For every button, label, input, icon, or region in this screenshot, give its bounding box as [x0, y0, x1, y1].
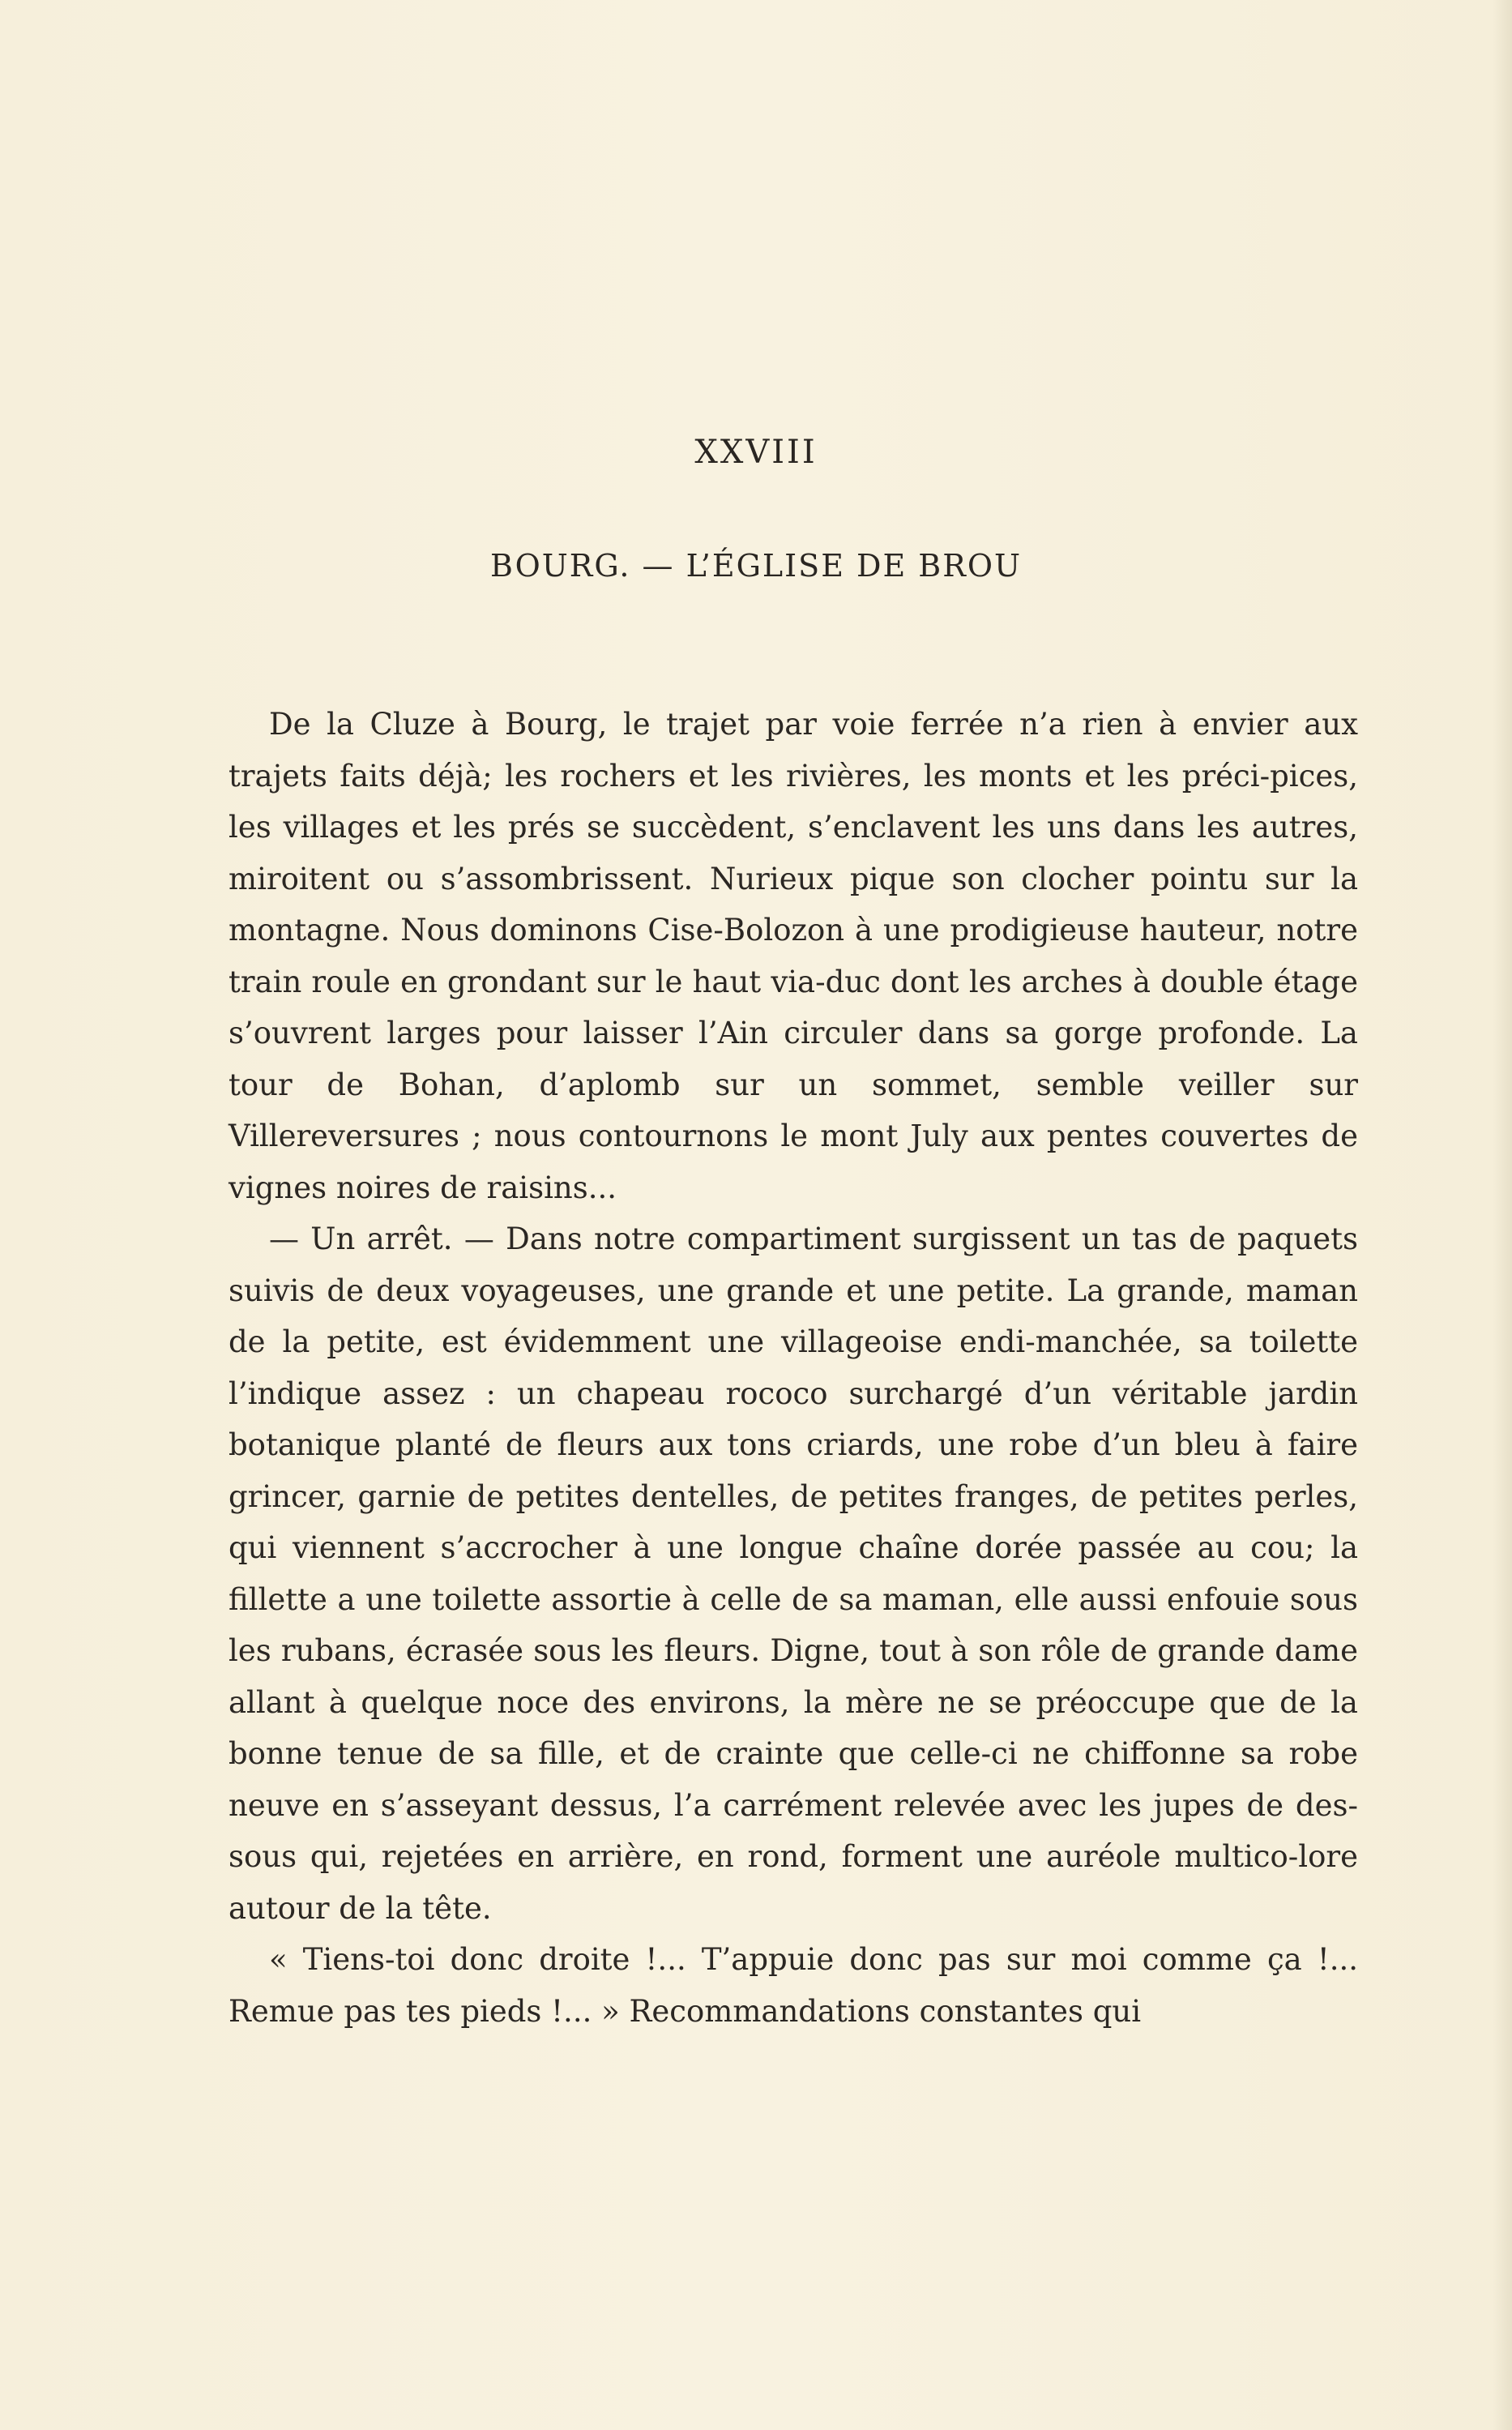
chapter-number: XXVIII	[694, 434, 818, 471]
paragraph: De la Cluze à Bourg, le trajet par voie ferrée n’a rien à envier aux trajets faits déjà; les rochers et les rivières, les monts et les préci-pices, les villages et les prés se succèdent, s’enclavent les uns dans les autres, miroitent ou s’assombrissent. Nurieux pique son clocher pointu sur la montagne. Nous dominons Cise-Bolozon à une prodigieuse hauteur, notre train roule en grondant sur le haut via-duc dont les arches à double étage s’ouvrent larges pour laisser l’Ain circuler dans sa gorge profonde. La tour de Bohan, d’aplomb sur un sommet, semble veiller sur Villereversures ; nous contournons le mont July aux pentes couvertes de vignes noires de raisins...	[229, 707, 1358, 1205]
paragraph: — Un arrêt. — Dans notre compartiment surgissent un tas de paquets suivis de deux voyageuses, une grande et une petite. La grande, maman de la petite, est évidemment une villageoise endi-manchée, sa toilette l’indique assez : un chapeau rococo surchargé d’un véritable jardin botanique planté de fleurs aux tons criards, une robe d’un bleu à faire grincer, garnie de petites dentelles, de petites franges, de petites perles, qui viennent s’accrocher à une longue chaîne dorée passée au cou; la fillette a une toilette assortie à celle de sa maman, elle aussi enfouie sous les rubans, écrasée sous les fleurs. Digne, tout à son rôle de grande dame allant à quelque noce des environs, la mère ne se préoccupe que de la bonne tenue de sa fille, et de crainte que celle-ci ne chiffonne sa robe neuve en s’asseyant dessus, l’a carrément relevée avec les jupes de des-sous qui, rejetées en arrière, en rond, forment une auréole multico-lore autour de la tête.	[229, 1221, 1358, 1926]
paragraph: « Tiens-toi donc droite !... T’appuie donc pas sur moi comme ça !... Remue pas tes pieds !... » Recommandations constantes qui	[229, 1942, 1358, 2029]
body-text	[229, 699, 1358, 2037]
page-edge-shadow	[1493, 0, 1512, 2430]
chapter-title: BOURG. — L’ÉGLISE DE BROU	[489, 548, 1023, 584]
